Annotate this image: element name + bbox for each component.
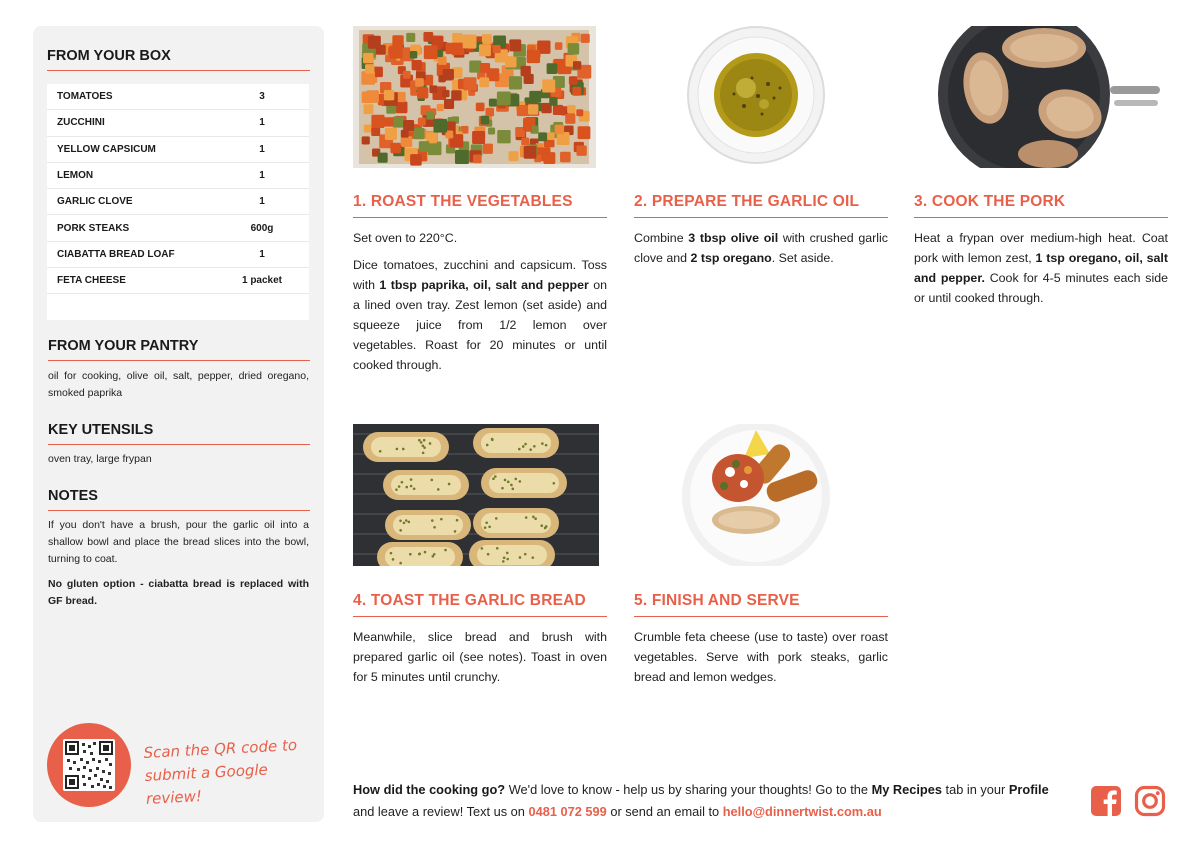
- ingredient-qty: 600g: [250, 222, 274, 234]
- table-row: [47, 268, 309, 294]
- pantry-text: oil for cooking, olive oil, salt, pepper, dried oregano, smoked paprika: [48, 370, 309, 399]
- instagram-icon[interactable]: [1134, 785, 1166, 817]
- notes-heading: NOTES: [48, 488, 310, 511]
- text-run: and leave a review! Text us on: [353, 804, 529, 819]
- ingredient-name: TOMATOES: [57, 91, 113, 103]
- step-3-text: [914, 228, 1168, 315]
- qr-code-badge[interactable]: [47, 723, 131, 807]
- finish-serve-photo: [634, 424, 888, 566]
- ingredient-name: YELLOW CAPSICUM: [57, 143, 156, 155]
- roast-vegetables-photo: [353, 26, 596, 168]
- ingredient-name: LEMON: [57, 170, 94, 182]
- table-row: [47, 189, 309, 215]
- notes-gluten-option: No gluten option - ciabatta bread is replaced with GF bread.: [48, 578, 309, 607]
- ingredient-name: GARLIC CLOVE: [57, 196, 133, 208]
- from-your-box-heading: FROM YOUR BOX: [47, 48, 310, 71]
- table-row: [47, 110, 309, 136]
- step-2-instructions: [634, 228, 888, 268]
- text-run: Cook for 4-5 minutes each side or until cooked through.: [914, 271, 1168, 305]
- text-run: tab in your: [941, 782, 1009, 797]
- ingredient-name: FETA CHEESE: [57, 275, 126, 287]
- table-row: [47, 163, 309, 189]
- table-row: [47, 215, 309, 241]
- ingredient-qty: 1: [259, 143, 265, 155]
- from-your-pantry-heading: FROM YOUR PANTRY: [48, 338, 310, 361]
- table-row: [47, 84, 309, 110]
- review-footer: [353, 779, 1073, 823]
- text-run: or send an email to: [606, 804, 723, 819]
- step-4-title: 4. TOAST THE GARLIC BREAD: [353, 592, 607, 617]
- step-2-text: [634, 228, 888, 275]
- qr-caption-line: submit a Google review!: [144, 760, 269, 808]
- email-link[interactable]: hello@dinnertwist.com.au: [722, 804, 882, 819]
- text-bold: 3 tbsp olive oil: [688, 231, 779, 245]
- box-ingredients-table: [47, 84, 309, 320]
- text-run: Heat a frypan over medium-high heat. Coat pork with lemon zest,: [914, 231, 1168, 265]
- text-bold: 1 tbsp paprika, oil, salt and pepper: [379, 278, 589, 292]
- table-row: [47, 137, 309, 163]
- text-run: Dice tomatoes, zucchini and capsicum. Toss with: [353, 258, 607, 292]
- text-run: . Set aside.: [771, 251, 834, 265]
- text-run: on a lined oven tray. Zest lemon (set aside) and squeeze juice from 1/2 lemon over vegetables. Roast for 20 minutes or until cooked through.: [353, 278, 607, 372]
- ingredient-name: PORK STEAKS: [57, 222, 130, 234]
- text-bold: 2 tsp oregano: [690, 251, 772, 265]
- step-1-text: [353, 228, 607, 382]
- step-5-text: Crumble feta cheese (use to taste) over roast vegetables. Serve with pork steaks, garlic bread and lemon wedges.: [634, 630, 888, 684]
- cook-pork-photo: [914, 26, 1168, 168]
- key-utensils-heading: KEY UTENSILS: [48, 422, 310, 445]
- phone-link[interactable]: 0481 072 599: [528, 804, 607, 819]
- step-1-oven: Set oven to 220°C.: [353, 231, 458, 245]
- ingredient-name: CIABATTA BREAD LOAF: [57, 248, 175, 260]
- ingredient-name: ZUCCHINI: [57, 117, 105, 129]
- step-1-instructions: [353, 255, 607, 375]
- text-run: We'd love to know - help us by sharing your thoughts! Go to the: [505, 782, 872, 797]
- text-run: Combine: [634, 231, 689, 245]
- facebook-icon[interactable]: [1090, 785, 1122, 817]
- profile-link[interactable]: Profile: [1008, 782, 1049, 797]
- step-2-title: 2. PREPARE THE GARLIC OIL: [634, 193, 888, 218]
- ingredient-qty: 1: [259, 196, 265, 208]
- text-run: with crushed garlic clove and: [634, 231, 888, 265]
- notes-text: If you don't have a brush, pour the garlic oil into a shallow bowl and place the bread slices into the bowl, turning to coat.: [48, 519, 309, 565]
- qr-caption-line: Scan the QR code to: [143, 735, 298, 762]
- garlic-oil-photo: [634, 26, 888, 168]
- step-3-instructions: [914, 228, 1168, 308]
- qr-caption: [143, 733, 316, 811]
- footer-question: How did the cooking go?: [353, 782, 506, 797]
- my-recipes-link[interactable]: My Recipes: [871, 782, 942, 797]
- ingredient-qty: 1 packet: [241, 275, 283, 287]
- step-4-text: Meanwhile, slice bread and brush with prepared garlic oil (see notes). Toast in oven for 5 minutes until crunchy.: [353, 630, 607, 684]
- ingredient-qty: 1: [259, 170, 265, 182]
- ingredient-qty: 1: [259, 117, 265, 129]
- garlic-bread-photo: [353, 424, 599, 566]
- ingredient-qty: 1: [259, 248, 265, 260]
- ingredient-qty: 3: [259, 91, 265, 103]
- table-row: [47, 242, 309, 268]
- ingredients-sidebar: [33, 26, 324, 822]
- step-5-title: 5. FINISH AND SERVE: [634, 592, 888, 617]
- step-1-title: 1. ROAST THE VEGETABLES: [353, 193, 607, 218]
- text-bold: 1 tsp oregano, oil, salt and pepper.: [914, 251, 1168, 285]
- qr-code[interactable]: [63, 739, 115, 791]
- step-3-title: 3. COOK THE PORK: [914, 193, 1168, 218]
- utensils-text: oven tray, large frypan: [48, 453, 152, 465]
